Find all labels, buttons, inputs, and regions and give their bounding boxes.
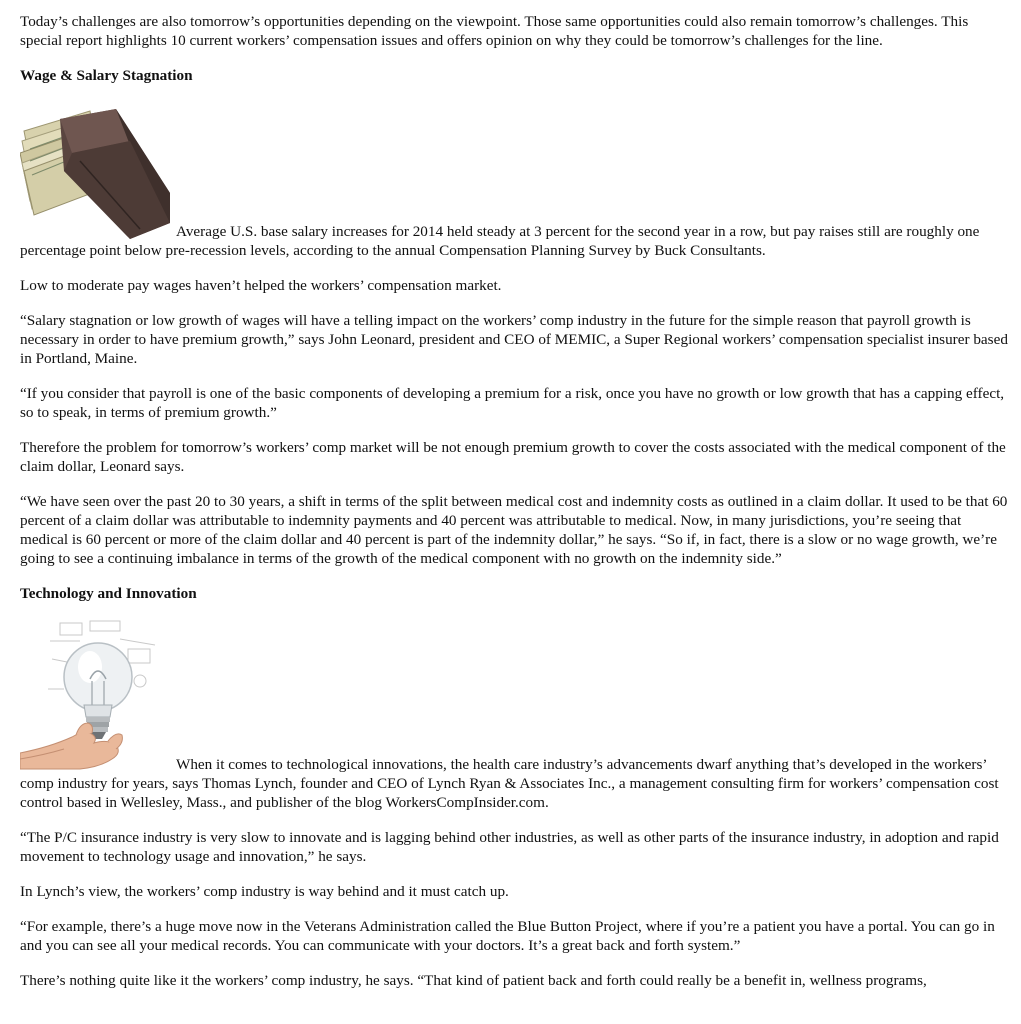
wallet-with-cash-image	[20, 101, 176, 241]
wage-paragraph-3: “If you consider that payroll is one of the basic components of developing a premium for a risk, once you have no growth or low growth that has a capping effect, so to speak, in terms of premium growth.”	[20, 385, 1005, 421]
hand-holding-lightbulb-image	[20, 619, 176, 774]
technology-lead-paragraph	[20, 619, 1013, 812]
technology-lead-text: When it comes to technological innovations, the health care industry’s advancements dwarf anything that’s developed in the workers’ comp industry for years, says Thomas Lynch, founder and CEO of Lynch Ryan & Associates Inc., a management consulting firm for workers’ compensation cost control based in Wellesley, Mass., and publisher of the blog WorkersCompInsider.com.	[20, 756, 999, 811]
wage-lead-paragraph	[20, 101, 1013, 260]
section-heading-technology: Technology and Innovation	[20, 585, 197, 602]
technology-paragraph-1: “The P/C insurance industry is very slow to innovate and is lagging behind other industries, as well as other parts of the insurance industry, in adoption and rapid movement to technology usage and innovation,” he says.	[20, 829, 999, 865]
technology-paragraph-2: In Lynch’s view, the workers’ comp industry is way behind and it must catch up.	[20, 883, 509, 900]
wage-paragraph-2: “Salary stagnation or low growth of wages will have a telling impact on the workers’ comp industry in the future for the simple reason that payroll growth is necessary in order to have premium growth,” says John Leonard, president and CEO of MEMIC, a Super Regional workers’ compensation specialist insurer based in Portland, Maine.	[20, 312, 1008, 367]
wage-paragraph-5: “We have seen over the past 20 to 30 years, a shift in terms of the split between medical cost and indemnity costs as outlined in a claim dollar. It used to be that 60 percent of a claim dollar was attributable to indemnity payments and 40 percent was attributable to medical. Now, in many jurisdictions, you’re seeing that medical is 60 percent or more of the claim dollar and 40 percent is part of the indemnity dollar,” he says. “So if, in fact, there is a slow or no wage growth, we’re going to see a continuing imbalance in terms of the growth of the medical component with no growth on the indemnity side.”	[20, 493, 1008, 567]
wage-lead-text: Average U.S. base salary increases for 2014 held steady at 3 percent for the second year in a row, but pay raises still are roughly one percentage point below pre-recession levels, according to the annual Compensation Planning Survey by Buck Consultants.	[20, 223, 980, 259]
section-heading-wage: Wage & Salary Stagnation	[20, 67, 193, 84]
technology-paragraph-3: “For example, there’s a huge move now in the Veterans Administration called the Blue Button Project, where if you’re a patient you have a portal. You can go in and you can see all your medical records. You can communicate with your doctors. It’s a great back and forth system.”	[20, 918, 995, 954]
technology-paragraph-4: There’s nothing quite like it the workers’ comp industry, he says. “That kind of patient back and forth could really be a benefit in, wellness programs,	[20, 972, 927, 989]
wage-paragraph-1: Low to moderate pay wages haven’t helped the workers’ compensation market.	[20, 277, 502, 294]
wage-paragraph-4: Therefore the problem for tomorrow’s workers’ comp market will be not enough premium growth to cover the costs associated with the medical component of the claim dollar, Leonard says.	[20, 439, 1006, 475]
intro-paragraph: Today’s challenges are also tomorrow’s opportunities depending on the viewpoint. Those same opportunities could also remain tomorrow’s challenges. This special report highlights 10 current workers’ compensation issues and offers opinion on why they could be tomorrow’s challenges for the line.	[20, 13, 969, 49]
